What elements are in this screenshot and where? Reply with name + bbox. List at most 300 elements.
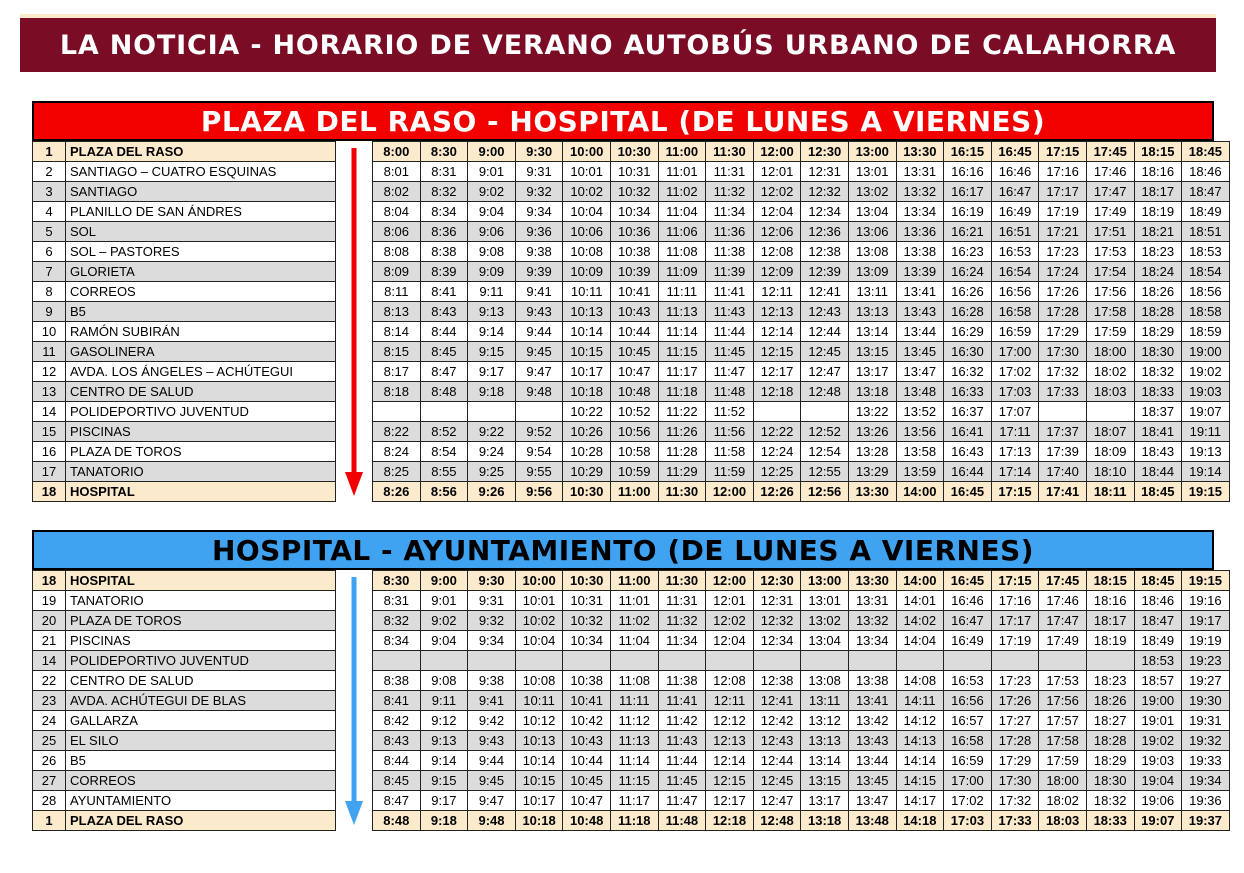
stop-number: 14 — [33, 402, 66, 422]
departure-time: 10:36 — [610, 222, 658, 242]
departure-time: 10:48 — [610, 382, 658, 402]
departure-time: 13:02 — [801, 611, 849, 631]
stop-name: CORREOS — [66, 771, 336, 791]
departure-time: 10:13 — [563, 302, 611, 322]
departure-time — [753, 402, 801, 422]
stop-name: HOSPITAL — [66, 482, 336, 502]
stop-number: 2 — [33, 162, 66, 182]
departure-time: 9:47 — [515, 362, 563, 382]
departure-time: 17:57 — [1039, 711, 1087, 731]
departure-time: 14:11 — [896, 691, 944, 711]
departure-time: 13:12 — [801, 711, 849, 731]
departure-time: 11:44 — [658, 751, 706, 771]
departure-time: 8:45 — [420, 342, 468, 362]
departure-time: 17:29 — [1039, 322, 1087, 342]
table-row — [33, 731, 1230, 751]
departure-time: 10:26 — [563, 422, 611, 442]
departure-time: 18:03 — [1086, 382, 1134, 402]
departure-time — [468, 651, 516, 671]
departure-time: 12:01 — [753, 162, 801, 182]
departure-time: 13:39 — [896, 262, 944, 282]
departure-time: 14:12 — [896, 711, 944, 731]
departure-time: 18:17 — [1134, 182, 1182, 202]
departure-time: 9:18 — [420, 811, 468, 831]
departure-time — [373, 402, 421, 422]
departure-time: 16:37 — [944, 402, 992, 422]
departure-time: 11:13 — [610, 731, 658, 751]
departure-time: 18:16 — [1134, 162, 1182, 182]
departure-time: 11:44 — [706, 322, 754, 342]
departure-time: 13:01 — [848, 162, 896, 182]
departure-time: 17:13 — [991, 442, 1039, 462]
departure-time: 17:32 — [991, 791, 1039, 811]
departure-time: 19:34 — [1182, 771, 1230, 791]
table-row — [33, 362, 1230, 382]
stop-name: B5 — [66, 302, 336, 322]
departure-time: 10:59 — [610, 462, 658, 482]
departure-time: 10:13 — [515, 731, 563, 751]
departure-time: 12:52 — [801, 422, 849, 442]
departure-time: 11:00 — [658, 142, 706, 162]
departure-time: 10:01 — [563, 162, 611, 182]
departure-time: 17:56 — [1039, 691, 1087, 711]
departure-time: 13:47 — [848, 791, 896, 811]
departure-time: 18:53 — [1182, 242, 1230, 262]
departure-time: 9:44 — [515, 322, 563, 342]
departure-time: 13:04 — [848, 202, 896, 222]
departure-time: 10:30 — [563, 571, 611, 591]
departure-time: 18:00 — [1039, 771, 1087, 791]
departure-time: 13:48 — [848, 811, 896, 831]
departure-time: 8:47 — [373, 791, 421, 811]
departure-time: 8:13 — [373, 302, 421, 322]
departure-time: 17:33 — [1039, 382, 1087, 402]
departure-time: 10:44 — [563, 751, 611, 771]
departure-time: 13:59 — [896, 462, 944, 482]
departure-time: 11:14 — [610, 751, 658, 771]
departure-time: 18:16 — [1086, 591, 1134, 611]
departure-time: 17:23 — [991, 671, 1039, 691]
departure-time: 16:58 — [944, 731, 992, 751]
departure-time: 12:13 — [753, 302, 801, 322]
departure-time: 11:58 — [706, 442, 754, 462]
stop-number: 28 — [33, 791, 66, 811]
departure-time: 8:32 — [420, 182, 468, 202]
departure-time: 17:51 — [1086, 222, 1134, 242]
table-row — [33, 282, 1230, 302]
departure-time: 9:15 — [420, 771, 468, 791]
departure-time: 16:47 — [991, 182, 1039, 202]
departure-time: 12:11 — [753, 282, 801, 302]
departure-time: 11:29 — [658, 462, 706, 482]
departure-time: 18:29 — [1134, 322, 1182, 342]
departure-time: 8:48 — [373, 811, 421, 831]
departure-time: 12:55 — [801, 462, 849, 482]
departure-time: 19:06 — [1134, 791, 1182, 811]
departure-time: 17:39 — [1039, 442, 1087, 462]
departure-time: 12:47 — [801, 362, 849, 382]
departure-time: 18:15 — [1134, 142, 1182, 162]
departure-time: 14:00 — [896, 482, 944, 502]
departure-time: 17:46 — [1086, 162, 1134, 182]
departure-time: 11:41 — [706, 282, 754, 302]
departure-time: 8:14 — [373, 322, 421, 342]
departure-time: 12:01 — [706, 591, 754, 611]
departure-time — [468, 402, 516, 422]
departure-time: 12:25 — [753, 462, 801, 482]
departure-time: 12:00 — [753, 142, 801, 162]
departure-time: 19:33 — [1182, 751, 1230, 771]
departure-time: 12:22 — [753, 422, 801, 442]
table-row — [33, 711, 1230, 731]
departure-time: 13:00 — [801, 571, 849, 591]
departure-time: 16:45 — [991, 142, 1039, 162]
departure-time: 11:04 — [610, 631, 658, 651]
table-row — [33, 791, 1230, 811]
departure-time: 16:54 — [991, 262, 1039, 282]
departure-time: 11:32 — [658, 611, 706, 631]
departure-time: 8:38 — [373, 671, 421, 691]
departure-time: 18:43 — [1134, 442, 1182, 462]
departure-time: 12:47 — [753, 791, 801, 811]
departure-time: 13:29 — [848, 462, 896, 482]
departure-time: 11:48 — [706, 382, 754, 402]
route-title: HOSPITAL - AYUNTAMIENTO (DE LUNES A VIERNES) — [32, 530, 1214, 570]
departure-time: 10:08 — [515, 671, 563, 691]
departure-time: 16:15 — [944, 142, 992, 162]
departure-time: 18:28 — [1134, 302, 1182, 322]
departure-time: 10:12 — [515, 711, 563, 731]
departure-time: 11:02 — [610, 611, 658, 631]
stop-name: POLIDEPORTIVO JUVENTUD — [66, 651, 336, 671]
departure-time: 13:08 — [801, 671, 849, 691]
departure-time: 17:26 — [991, 691, 1039, 711]
departure-time: 10:11 — [515, 691, 563, 711]
stop-number: 1 — [33, 142, 66, 162]
departure-time — [1039, 651, 1087, 671]
table-row — [33, 182, 1230, 202]
departure-time: 12:34 — [753, 631, 801, 651]
stop-name: CORREOS — [66, 282, 336, 302]
departure-time: 12:43 — [753, 731, 801, 751]
departure-time: 8:38 — [420, 242, 468, 262]
departure-time: 17:16 — [1039, 162, 1087, 182]
stop-name: POLIDEPORTIVO JUVENTUD — [66, 402, 336, 422]
departure-time: 12:11 — [706, 691, 754, 711]
departure-time: 17:07 — [991, 402, 1039, 422]
departure-time: 8:15 — [373, 342, 421, 362]
departure-time: 17:40 — [1039, 462, 1087, 482]
stop-number: 1 — [33, 811, 66, 831]
departure-time: 17:37 — [1039, 422, 1087, 442]
departure-time: 12:39 — [801, 262, 849, 282]
departure-time: 12:13 — [706, 731, 754, 751]
departure-time: 10:47 — [610, 362, 658, 382]
departure-time: 10:09 — [563, 262, 611, 282]
departure-time: 10:28 — [563, 442, 611, 462]
table-row — [33, 811, 1230, 831]
departure-time: 8:04 — [373, 202, 421, 222]
departure-time: 17:49 — [1039, 631, 1087, 651]
departure-time: 14:08 — [896, 671, 944, 691]
departure-time: 13:14 — [848, 322, 896, 342]
table-row — [33, 222, 1230, 242]
departure-time: 19:04 — [1134, 771, 1182, 791]
departure-time: 12:26 — [753, 482, 801, 502]
table-row — [33, 671, 1230, 691]
departure-time: 8:06 — [373, 222, 421, 242]
departure-time: 16:41 — [944, 422, 992, 442]
departure-time: 16:56 — [944, 691, 992, 711]
departure-time: 9:44 — [468, 751, 516, 771]
stop-name: TANATORIO — [66, 462, 336, 482]
departure-time: 13:11 — [801, 691, 849, 711]
stop-number: 15 — [33, 422, 66, 442]
departure-time: 8:09 — [373, 262, 421, 282]
departure-time: 14:01 — [896, 591, 944, 611]
departure-time: 17:58 — [1086, 302, 1134, 322]
departure-time: 10:41 — [610, 282, 658, 302]
departure-time: 13:17 — [801, 791, 849, 811]
departure-time: 13:32 — [848, 611, 896, 631]
departure-time: 18:00 — [1086, 342, 1134, 362]
departure-time: 8:30 — [373, 571, 421, 591]
departure-time: 9:31 — [468, 591, 516, 611]
stop-name: PISCINAS — [66, 631, 336, 651]
departure-time: 11:43 — [658, 731, 706, 751]
departure-time: 13:48 — [896, 382, 944, 402]
departure-time: 14:18 — [896, 811, 944, 831]
departure-time: 11:04 — [658, 202, 706, 222]
departure-time: 8:41 — [420, 282, 468, 302]
departure-time: 18:51 — [1182, 222, 1230, 242]
departure-time: 18:37 — [1134, 402, 1182, 422]
departure-time: 17:32 — [1039, 362, 1087, 382]
table-row — [33, 382, 1230, 402]
departure-time: 10:30 — [563, 482, 611, 502]
departure-time: 11:13 — [658, 302, 706, 322]
departure-time — [801, 402, 849, 422]
departure-time: 9:54 — [515, 442, 563, 462]
departure-time: 9:32 — [515, 182, 563, 202]
departure-time: 17:15 — [1039, 142, 1087, 162]
departure-time: 16:56 — [991, 282, 1039, 302]
departure-time: 12:02 — [753, 182, 801, 202]
departure-time: 13:45 — [896, 342, 944, 362]
departure-time: 9:22 — [468, 422, 516, 442]
stop-number: 19 — [33, 591, 66, 611]
departure-time: 8:36 — [420, 222, 468, 242]
down-arrow-blue-icon — [336, 571, 372, 831]
departure-time: 8:26 — [373, 482, 421, 502]
departure-time: 17:45 — [1086, 142, 1134, 162]
departure-time: 9:42 — [468, 711, 516, 731]
stop-number: 21 — [33, 631, 66, 651]
departure-time: 18:32 — [1134, 362, 1182, 382]
departure-time: 13:58 — [896, 442, 944, 462]
departure-time — [515, 651, 563, 671]
departure-time: 17:30 — [991, 771, 1039, 791]
departure-time: 12:30 — [801, 142, 849, 162]
departure-time: 16:57 — [944, 711, 992, 731]
departure-time: 10:04 — [563, 202, 611, 222]
departure-time — [515, 402, 563, 422]
stop-name: SOL — [66, 222, 336, 242]
departure-time: 9:17 — [468, 362, 516, 382]
departure-time: 17:14 — [991, 462, 1039, 482]
departure-time: 8:39 — [420, 262, 468, 282]
departure-time: 17:58 — [1039, 731, 1087, 751]
departure-time: 10:17 — [515, 791, 563, 811]
departure-time: 19:27 — [1182, 671, 1230, 691]
departure-time: 13:18 — [801, 811, 849, 831]
departure-time: 19:02 — [1134, 731, 1182, 751]
departure-time: 10:06 — [563, 222, 611, 242]
departure-time: 10:08 — [563, 242, 611, 262]
departure-time — [706, 651, 754, 671]
stop-name: AVDA. ACHÚTEGUI DE BLAS — [66, 691, 336, 711]
departure-time: 12:38 — [801, 242, 849, 262]
departure-time: 17:30 — [1039, 342, 1087, 362]
departure-time: 13:00 — [848, 142, 896, 162]
departure-time: 16:23 — [944, 242, 992, 262]
departure-time: 9:13 — [420, 731, 468, 751]
stop-number: 25 — [33, 731, 66, 751]
departure-time: 10:41 — [563, 691, 611, 711]
departure-time: 9:43 — [468, 731, 516, 751]
departure-time: 11:00 — [610, 571, 658, 591]
departure-time: 10:02 — [515, 611, 563, 631]
departure-time: 17:59 — [1086, 322, 1134, 342]
departure-time: 17:11 — [991, 422, 1039, 442]
departure-time: 17:53 — [1039, 671, 1087, 691]
departure-time: 9:13 — [468, 302, 516, 322]
departure-time: 18:45 — [1182, 142, 1230, 162]
stop-number: 10 — [33, 322, 66, 342]
departure-time: 12:41 — [753, 691, 801, 711]
departure-time: 10:18 — [563, 382, 611, 402]
stop-number: 16 — [33, 442, 66, 462]
table-row — [33, 751, 1230, 771]
departure-time: 12:44 — [753, 751, 801, 771]
departure-time: 9:02 — [420, 611, 468, 631]
departure-time: 11:31 — [658, 591, 706, 611]
departure-time: 16:29 — [944, 322, 992, 342]
departure-time: 12:32 — [801, 182, 849, 202]
departure-time: 9:52 — [515, 422, 563, 442]
table-row — [33, 691, 1230, 711]
departure-time: 13:22 — [848, 402, 896, 422]
departure-time: 13:41 — [896, 282, 944, 302]
departure-time: 18:53 — [1134, 651, 1182, 671]
departure-time: 18:02 — [1039, 791, 1087, 811]
departure-time: 8:18 — [373, 382, 421, 402]
departure-time: 17:19 — [1039, 202, 1087, 222]
stop-name: HOSPITAL — [66, 571, 336, 591]
departure-time: 8:32 — [373, 611, 421, 631]
departure-time: 9:43 — [515, 302, 563, 322]
departure-time: 11:26 — [658, 422, 706, 442]
departure-time: 13:13 — [801, 731, 849, 751]
departure-time: 19:19 — [1182, 631, 1230, 651]
departure-time: 17:54 — [1086, 262, 1134, 282]
departure-time: 8:41 — [373, 691, 421, 711]
departure-time: 16:28 — [944, 302, 992, 322]
departure-time: 11:45 — [706, 342, 754, 362]
departure-time: 14:04 — [896, 631, 944, 651]
departure-time: 9:15 — [468, 342, 516, 362]
stop-number: 11 — [33, 342, 66, 362]
departure-time — [753, 651, 801, 671]
departure-time: 9:30 — [515, 142, 563, 162]
stop-name: PISCINAS — [66, 422, 336, 442]
departure-time: 9:25 — [468, 462, 516, 482]
departure-time: 8:44 — [420, 322, 468, 342]
departure-time: 10:11 — [563, 282, 611, 302]
departure-time — [1086, 402, 1134, 422]
stop-number: 4 — [33, 202, 66, 222]
departure-time: 10:48 — [563, 811, 611, 831]
departure-time: 9:31 — [515, 162, 563, 182]
departure-time: 8:34 — [420, 202, 468, 222]
departure-time: 12:14 — [706, 751, 754, 771]
departure-time: 17:56 — [1086, 282, 1134, 302]
departure-time: 16:16 — [944, 162, 992, 182]
departure-time: 19:16 — [1182, 591, 1230, 611]
stop-name: AYUNTAMIENTO — [66, 791, 336, 811]
departure-time: 13:41 — [848, 691, 896, 711]
departure-time: 13:28 — [848, 442, 896, 462]
departure-time: 13:09 — [848, 262, 896, 282]
departure-time: 10:17 — [563, 362, 611, 382]
departure-time: 12:12 — [706, 711, 754, 731]
departure-time: 10:56 — [610, 422, 658, 442]
timetable — [32, 570, 1230, 831]
departure-time: 18:59 — [1182, 322, 1230, 342]
departure-time: 12:00 — [706, 482, 754, 502]
departure-time: 12:45 — [801, 342, 849, 362]
departure-time — [848, 651, 896, 671]
departure-time: 16:45 — [944, 571, 992, 591]
departure-time: 16:45 — [944, 482, 992, 502]
departure-time: 16:33 — [944, 382, 992, 402]
departure-time: 18:54 — [1182, 262, 1230, 282]
departure-time: 10:29 — [563, 462, 611, 482]
departure-time: 12:38 — [753, 671, 801, 691]
departure-time: 17:00 — [991, 342, 1039, 362]
departure-time: 19:31 — [1182, 711, 1230, 731]
departure-time: 12:08 — [753, 242, 801, 262]
departure-time: 16:53 — [944, 671, 992, 691]
stop-number: 18 — [33, 571, 66, 591]
departure-time: 18:24 — [1134, 262, 1182, 282]
departure-time: 9:32 — [468, 611, 516, 631]
departure-time: 19:11 — [1182, 422, 1230, 442]
departure-time: 9:45 — [468, 771, 516, 791]
departure-time: 17:28 — [1039, 302, 1087, 322]
departure-time: 13:14 — [801, 751, 849, 771]
stop-number: 12 — [33, 362, 66, 382]
departure-time: 9:14 — [420, 751, 468, 771]
departure-time: 9:11 — [468, 282, 516, 302]
departure-time: 9:56 — [515, 482, 563, 502]
departure-time: 17:33 — [991, 811, 1039, 831]
departure-time: 9:09 — [468, 262, 516, 282]
departure-time: 8:42 — [373, 711, 421, 731]
departure-time: 16:30 — [944, 342, 992, 362]
departure-time: 17:24 — [1039, 262, 1087, 282]
departure-time: 18:03 — [1039, 811, 1087, 831]
